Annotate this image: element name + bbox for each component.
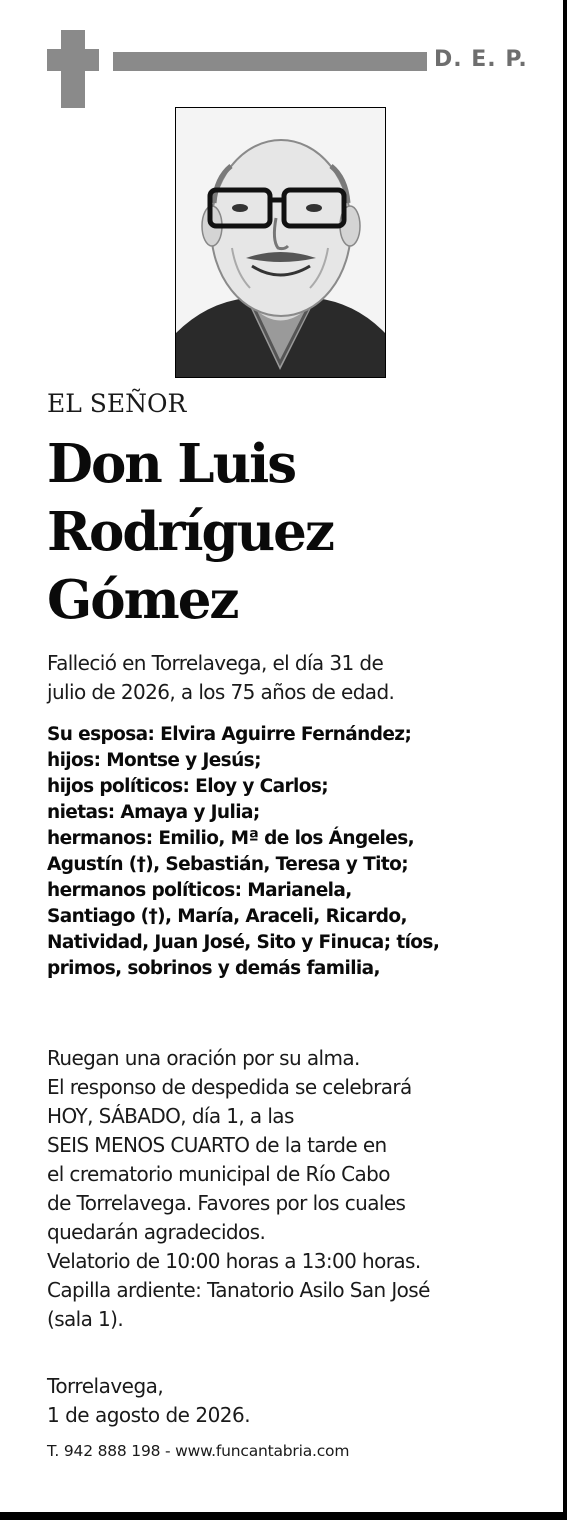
cross-horizontal-bar — [47, 49, 99, 71]
service-line: Velatorio de 10:00 horas a 13:00 horas. — [47, 1249, 421, 1273]
service-line: Capilla ardiente: Tanatorio Asilo San José — [47, 1278, 430, 1302]
name-line: Gómez — [47, 569, 238, 631]
family-line: Agustín (†), Sebastián, Teresa y Tito; — [47, 854, 409, 875]
name-line: Rodríguez — [47, 501, 333, 563]
family-line: primos, sobrinos y demás familia, — [47, 958, 380, 979]
family-line: hermanos: Emilio, Mª de los Ángeles, — [47, 828, 415, 849]
family-line: Natividad, Juan José, Sito y Finuca; tíos, — [47, 932, 440, 953]
service-line: SEIS MENOS CUARTO de la tarde en — [47, 1133, 387, 1157]
death-notice — [47, 649, 394, 707]
service-line: El responso de despedida se celebrará — [47, 1075, 412, 1099]
family-line: Santiago (†), María, Araceli, Ricardo, — [47, 906, 407, 927]
service-line: Ruegan una oración por su alma. — [47, 1046, 360, 1070]
portrait-photo-icon — [176, 108, 385, 377]
service-line: de Torrelavega. Favores por los cuales — [47, 1191, 406, 1215]
death-line: julio de 2026, a los 75 años de edad. — [47, 680, 395, 704]
service-line: el crematorio municipal de Río Cabo — [47, 1162, 390, 1186]
service-info — [47, 1044, 430, 1334]
family-line: hijos políticos: Eloy y Carlos; — [47, 776, 329, 797]
service-line: (sala 1). — [47, 1307, 124, 1331]
family-line: Su esposa: Elvira Aguirre Fernández; — [47, 724, 412, 745]
service-line: HOY, SÁBADO, día 1, a las — [47, 1104, 294, 1128]
closing-line: 1 de agosto de 2026. — [47, 1403, 251, 1427]
family-list — [47, 722, 439, 982]
family-line: nietas: Amaya y Julia; — [47, 802, 260, 823]
header-rule — [113, 52, 427, 71]
family-line: hijos: Montse y Jesús; — [47, 750, 261, 771]
honorific: EL SEÑOR — [47, 389, 187, 418]
closing-line: Torrelavega, — [47, 1374, 164, 1398]
place-date — [47, 1372, 250, 1430]
footer-contact: T. 942 888 198 - www.funcantabria.com — [47, 1442, 350, 1460]
portrait-photo — [175, 107, 386, 378]
deceased-name — [47, 430, 333, 634]
death-line: Falleció en Torrelavega, el día 31 de — [47, 651, 384, 675]
service-line: quedarán agradecidos. — [47, 1220, 266, 1244]
dep-label: D. E. P. — [434, 47, 528, 72]
family-line: hermanos políticos: Marianela, — [47, 880, 352, 901]
name-line: Don Luis — [47, 433, 296, 495]
